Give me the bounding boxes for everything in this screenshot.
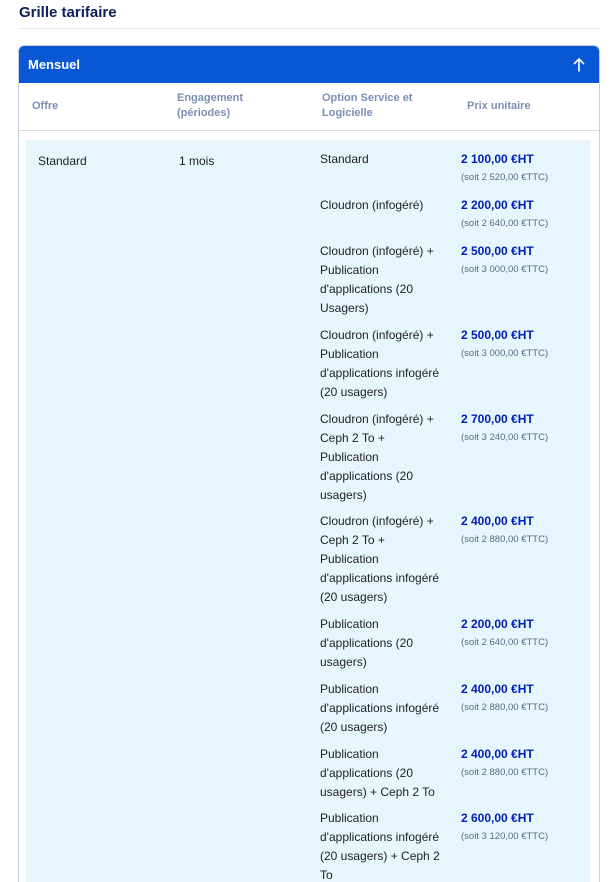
title-divider bbox=[19, 28, 600, 29]
price-ttc: (soit 2 640,00 €TTC) bbox=[461, 637, 549, 648]
column-header-option: Option Service et Logicielle bbox=[322, 92, 413, 119]
row-option: Cloudron (infogéré) + Ceph 2 To + Publication d'applications infogéré (20 usagers) bbox=[320, 514, 440, 604]
price-ttc: (soit 3 240,00 €TTC) bbox=[461, 432, 549, 443]
offer-engagement: 1 mois bbox=[179, 154, 215, 168]
row-price bbox=[461, 196, 581, 231]
price-ht: 2 400,00 €HT bbox=[461, 682, 534, 696]
price-ht: 2 200,00 €HT bbox=[461, 198, 534, 212]
row-option: Standard bbox=[320, 152, 369, 166]
price-ttc: (soit 3 120,00 €TTC) bbox=[461, 831, 549, 842]
price-ht: 2 500,00 €HT bbox=[461, 328, 534, 342]
arrow-up-icon[interactable] bbox=[573, 58, 585, 72]
row-price bbox=[461, 326, 581, 361]
row-price bbox=[461, 512, 581, 547]
price-ht: 2 200,00 €HT bbox=[461, 617, 534, 631]
price-ttc: (soit 2 640,00 €TTC) bbox=[461, 218, 549, 229]
price-ht: 2 500,00 €HT bbox=[461, 244, 534, 258]
row-price bbox=[461, 809, 581, 844]
row-price bbox=[461, 680, 581, 715]
row-price bbox=[461, 745, 581, 780]
row-option: Publication d'applications infogéré (20 usagers) bbox=[320, 682, 440, 734]
row-option: Cloudron (infogéré) + Ceph 2 To + Publication d'applications (20 usagers) bbox=[320, 412, 434, 502]
price-ht: 2 700,00 €HT bbox=[461, 412, 534, 426]
row-price bbox=[461, 615, 581, 650]
row-option: Cloudron (infogéré) + Publication d'applications infogéré (20 usagers) bbox=[320, 328, 440, 399]
row-price bbox=[461, 410, 581, 445]
price-ht: 2 600,00 €HT bbox=[461, 811, 534, 825]
price-ht: 2 100,00 €HT bbox=[461, 152, 534, 166]
price-ttc: (soit 3 000,00 €TTC) bbox=[461, 348, 549, 359]
column-header-prix: Prix unitaire bbox=[467, 100, 531, 112]
row-option: Publication d'applications infogéré (20 usagers) + Ceph 2 To bbox=[320, 811, 440, 882]
price-ht: 2 400,00 €HT bbox=[461, 747, 534, 761]
price-ttc: (soit 3 000,00 €TTC) bbox=[461, 264, 549, 275]
column-header-engagement: Engagement (périodes) bbox=[177, 92, 244, 119]
column-header-offre: Offre bbox=[32, 100, 59, 112]
row-option: Publication d'applications (20 usagers) + Ceph 2 To bbox=[320, 747, 435, 799]
price-ttc: (soit 2 520,00 €TTC) bbox=[461, 172, 549, 183]
row-price bbox=[461, 150, 581, 185]
price-ttc: (soit 2 880,00 €TTC) bbox=[461, 767, 549, 778]
offer-name: Standard bbox=[38, 154, 87, 168]
row-price bbox=[461, 242, 581, 277]
price-ht: 2 400,00 €HT bbox=[461, 514, 534, 528]
table-header bbox=[19, 83, 599, 131]
table-body bbox=[26, 140, 590, 882]
price-ttc: (soit 2 880,00 €TTC) bbox=[461, 534, 549, 545]
price-ttc: (soit 2 880,00 €TTC) bbox=[461, 702, 549, 713]
row-option: Publication d'applications (20 usagers) bbox=[320, 617, 414, 669]
page-title: Grille tarifaire bbox=[19, 4, 117, 21]
panel-header-label: Mensuel bbox=[28, 57, 81, 72]
panel-header-mensuel[interactable] bbox=[19, 46, 599, 83]
row-option: Cloudron (infogéré) + Publication d'applications (20 Usagers) bbox=[320, 244, 434, 315]
row-option: Cloudron (infogéré) bbox=[320, 198, 424, 212]
